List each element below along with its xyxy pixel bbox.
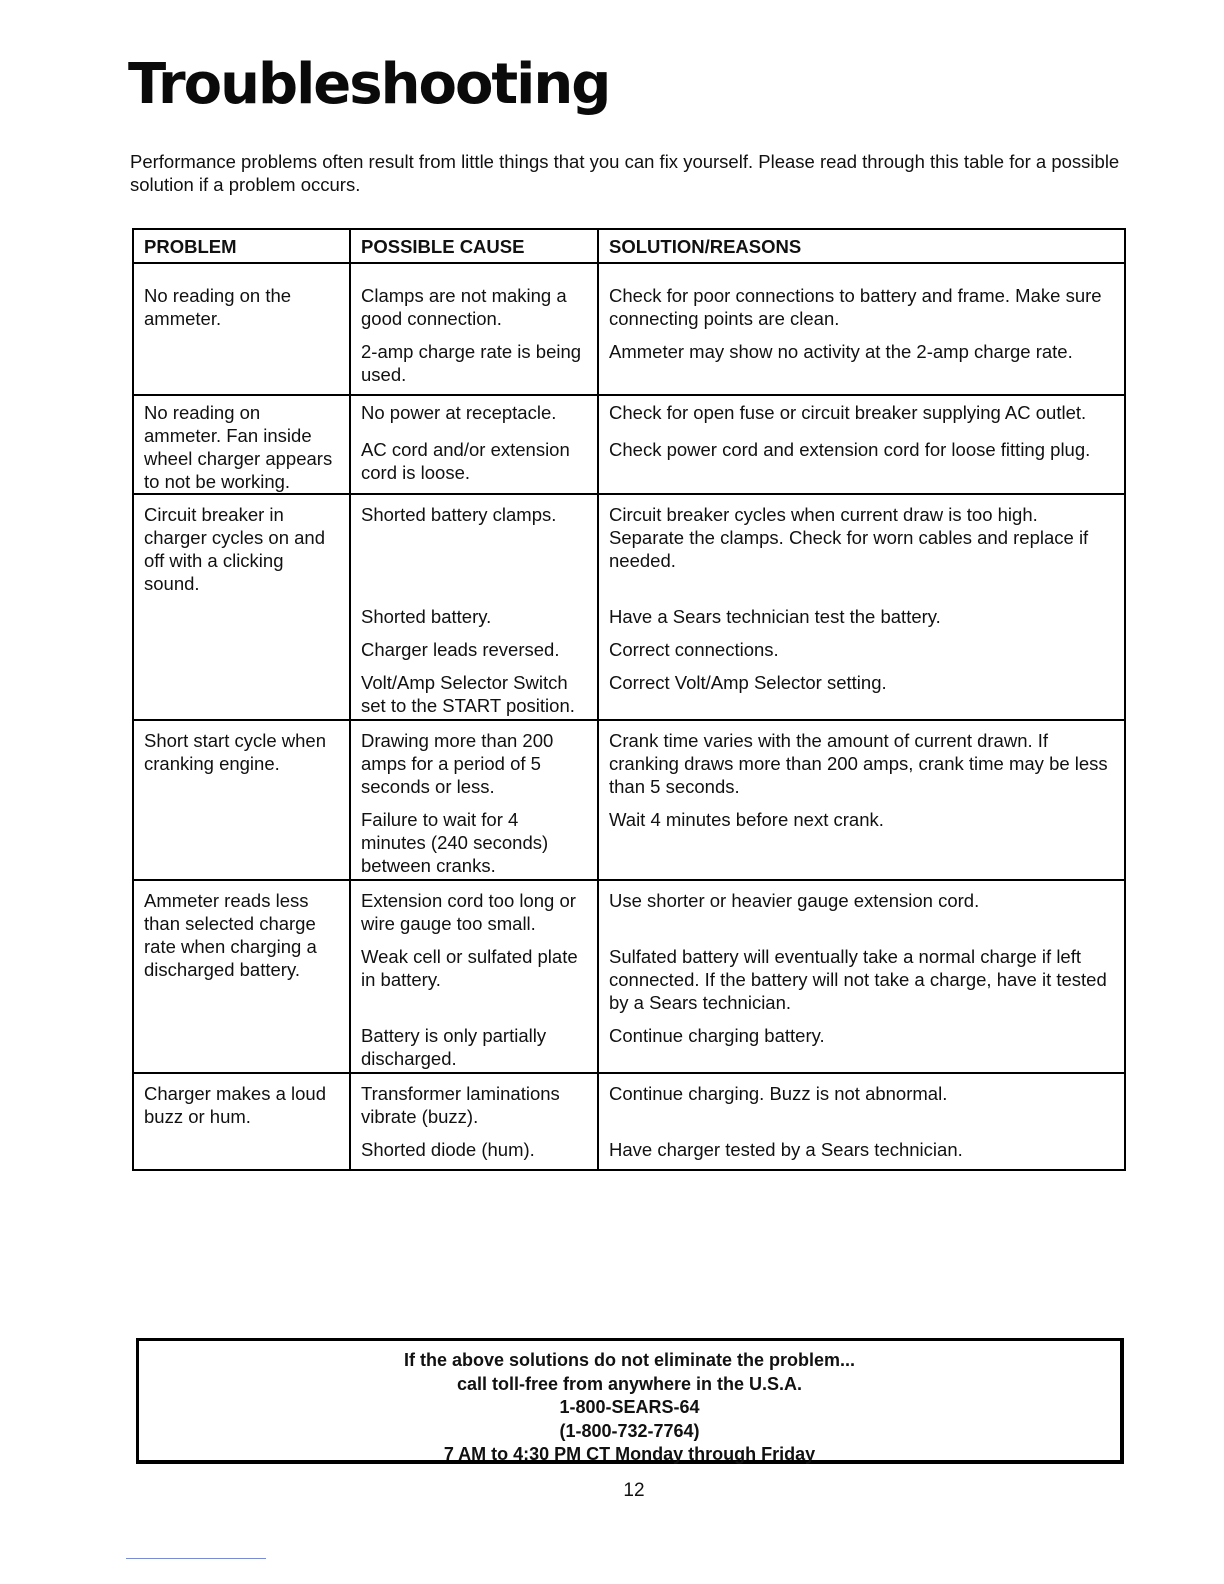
contact-line-2: call toll-free from anywhere in the U.S.A. bbox=[456, 1373, 803, 1394]
header-problem: PROBLEM bbox=[133, 229, 350, 263]
problem-cell: Charger makes a loud buzz or hum. bbox=[133, 1073, 350, 1170]
problem-cell: Short start cycle when cranking engine. bbox=[133, 720, 350, 880]
solution-cell: Correct Volt/Amp Selector setting. bbox=[598, 661, 1125, 720]
problem-cell: Ammeter reads less than selected charge rate when charging a discharged battery. bbox=[133, 880, 350, 1073]
solution-cell: Continue charging battery. bbox=[598, 1014, 1125, 1073]
cause-cell: Weak cell or sulfated plate in battery. bbox=[350, 935, 598, 1014]
problem-cell: Circuit breaker in charger cycles on and off with a clicking sound. bbox=[133, 494, 350, 720]
contact-phone-letters: 1-800-SEARS-64 bbox=[559, 1397, 700, 1417]
cause-cell: Shorted battery clamps. bbox=[350, 494, 598, 595]
solution-cell: Check for poor connections to battery and frame. Make sure connecting points are clean. bbox=[598, 263, 1125, 330]
table-row bbox=[133, 395, 1125, 428]
solution-cell: Check for open fuse or circuit breaker supplying AC outlet. bbox=[598, 395, 1125, 428]
page-number: 12 bbox=[623, 1480, 645, 1501]
cause-cell: Battery is only partially discharged. bbox=[350, 1014, 598, 1073]
solution-cell: Correct connections. bbox=[598, 628, 1125, 661]
cause-cell: Failure to wait for 4 minutes (240 seconds) between cranks. bbox=[350, 798, 598, 880]
cause-cell: Transformer laminations vibrate (buzz). bbox=[350, 1073, 598, 1128]
problem-cell: No reading on ammeter. Fan inside wheel charger appears to not be working. bbox=[133, 395, 350, 494]
troubleshooting-table bbox=[132, 228, 1126, 1171]
table-row bbox=[133, 263, 1125, 330]
table-row bbox=[133, 720, 1125, 798]
cause-cell: AC cord and/or extension cord is loose. bbox=[350, 428, 598, 494]
cause-cell: Shorted diode (hum). bbox=[350, 1128, 598, 1170]
header-solution: SOLUTION/REASONS bbox=[598, 229, 1125, 263]
solution-cell: Sulfated battery will eventually take a normal charge if left connected. If the battery will not take a charge, have it tested by a Sears technician. bbox=[598, 935, 1125, 1014]
cause-cell: Extension cord too long or wire gauge too small. bbox=[350, 880, 598, 935]
footer-rule bbox=[126, 1558, 266, 1559]
problem-cell: No reading on the ammeter. bbox=[133, 263, 350, 395]
solution-cell: Have charger tested by a Sears technician. bbox=[598, 1128, 1125, 1170]
solution-cell: Wait 4 minutes before next crank. bbox=[598, 798, 1125, 880]
table-row bbox=[133, 494, 1125, 595]
table-row bbox=[133, 1073, 1125, 1128]
header-possible-cause: POSSIBLE CAUSE bbox=[350, 229, 598, 263]
solution-cell: Continue charging. Buzz is not abnormal. bbox=[598, 1073, 1125, 1128]
solution-cell: Ammeter may show no activity at the 2-amp charge rate. bbox=[598, 330, 1125, 395]
solution-cell: Check power cord and extension cord for loose fitting plug. bbox=[598, 428, 1125, 494]
contact-line-1: If the above solutions do not eliminate the problem... bbox=[403, 1350, 856, 1370]
solution-cell: Crank time varies with the amount of current drawn. If cranking draws more than 200 amps, crank time may be less than 5 seconds. bbox=[598, 720, 1125, 798]
cause-cell: Shorted battery. bbox=[350, 595, 598, 628]
solution-cell: Use shorter or heavier gauge extension cord. bbox=[598, 880, 1125, 935]
table-header-row bbox=[133, 229, 1125, 263]
cause-cell: Charger leads reversed. bbox=[350, 628, 598, 661]
cause-cell: Clamps are not making a good connection. bbox=[350, 263, 598, 330]
contact-phone-digits: (1-800-732-7764) bbox=[559, 1420, 700, 1441]
cause-cell: Volt/Amp Selector Switch set to the START position. bbox=[350, 661, 598, 720]
solution-cell: Have a Sears technician test the battery. bbox=[598, 595, 1125, 628]
page-title: Troubleshooting bbox=[128, 52, 610, 117]
cause-cell: No power at receptacle. bbox=[350, 395, 598, 428]
solution-cell: Circuit breaker cycles when current draw is too high. Separate the clamps. Check for worn cables and replace if needed. bbox=[598, 494, 1125, 595]
cause-cell: 2-amp charge rate is being used. bbox=[350, 330, 598, 395]
contact-box bbox=[136, 1338, 1124, 1464]
intro-paragraph: Performance problems often result from little things that you can fix yourself. Please read through this table for a possible solution if a problem occurs. bbox=[130, 151, 1120, 195]
contact-hours: 7 AM to 4:30 PM CT Monday through Friday bbox=[443, 1444, 816, 1464]
cause-cell: Drawing more than 200 amps for a period of 5 seconds or less. bbox=[350, 720, 598, 798]
table-row bbox=[133, 880, 1125, 935]
